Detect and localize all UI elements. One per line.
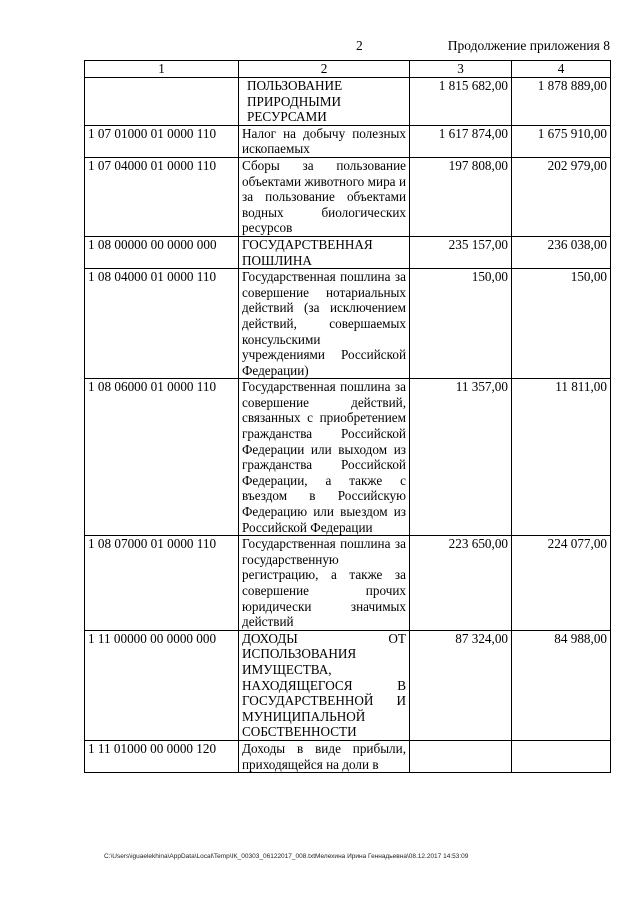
column-header: 4 bbox=[512, 61, 611, 78]
budget-table bbox=[84, 60, 611, 773]
row-code: 1 11 00000 00 0000 000 bbox=[85, 630, 239, 740]
page-header bbox=[0, 38, 640, 58]
column-header: 1 bbox=[85, 61, 239, 78]
row-value-col4: 202 979,00 bbox=[512, 157, 611, 236]
row-code: 1 08 06000 01 0000 110 bbox=[85, 379, 239, 536]
table-row bbox=[85, 740, 611, 772]
row-name: Сборы за пользование объектами животного мира и за пользование объектами водных биологических ресурсов bbox=[239, 157, 410, 236]
row-name: Государственная пошлина за совершение нотариальных действий (за исключением действий, совершаемых консульскими учреждениями Российской Федерации) bbox=[239, 269, 410, 379]
row-value-col3: 87 324,00 bbox=[410, 630, 512, 740]
row-value-col3: 223 650,00 bbox=[410, 536, 512, 631]
row-name: ПОЛЬЗОВАНИЕ ПРИРОДНЫМИ РЕСУРСАМИ bbox=[239, 78, 410, 126]
row-value-col3: 197 808,00 bbox=[410, 157, 512, 236]
row-value-col4: 1 878 889,00 bbox=[512, 78, 611, 126]
row-value-col3: 150,00 bbox=[410, 269, 512, 379]
row-code: 1 08 00000 00 0000 000 bbox=[85, 236, 239, 268]
row-value-col3: 11 357,00 bbox=[410, 379, 512, 536]
row-value-col4: 224 077,00 bbox=[512, 536, 611, 631]
row-name: Налог на добычу полезных ископаемых bbox=[239, 125, 410, 157]
row-name: ДОХОДЫ ОТ ИСПОЛЬЗОВАНИЯ ИМУЩЕСТВА, НАХОДЯЩЕГОСЯ В ГОСУДАРСТВЕННОЙ И МУНИЦИПАЛЬНОЙ СОБСТВЕННОСТИ bbox=[239, 630, 410, 740]
table-header-row bbox=[85, 61, 611, 78]
row-value-col4: 11 811,00 bbox=[512, 379, 611, 536]
row-value-col4: 1 675 910,00 bbox=[512, 125, 611, 157]
page-number: 2 bbox=[356, 38, 363, 53]
table-row bbox=[85, 269, 611, 379]
continuation-label: Продолжение приложения 8 bbox=[447, 38, 610, 53]
column-header: 2 bbox=[239, 61, 410, 78]
table-row bbox=[85, 536, 611, 631]
table-row bbox=[85, 236, 611, 268]
row-name: ГОСУДАРСТВЕННАЯ ПОШЛИНА bbox=[239, 236, 410, 268]
table-row bbox=[85, 379, 611, 536]
row-code: 1 08 07000 01 0000 110 bbox=[85, 536, 239, 631]
row-name: Доходы в виде прибыли, приходящейся на доли в bbox=[239, 740, 410, 772]
table-row bbox=[85, 125, 611, 157]
row-value-col4: 150,00 bbox=[512, 269, 611, 379]
row-value-col4: 84 988,00 bbox=[512, 630, 611, 740]
column-header: 3 bbox=[410, 61, 512, 78]
row-name: Государственная пошлина за государственную регистрацию, а также за совершение прочих юридически значимых действий bbox=[239, 536, 410, 631]
table-row bbox=[85, 630, 611, 740]
row-value-col3 bbox=[410, 740, 512, 772]
table-row bbox=[85, 157, 611, 236]
row-value-col3: 1 815 682,00 bbox=[410, 78, 512, 126]
row-value-col3: 1 617 874,00 bbox=[410, 125, 512, 157]
table-row bbox=[85, 78, 611, 126]
row-code: 1 11 01000 00 0000 120 bbox=[85, 740, 239, 772]
row-name: Государственная пошлина за совершение действий, связанных с приобретением гражданства Российской Федерации или выходом из гражданства Российской Федерации, а также с въездом в Российскую Федерацию или выездом из Российской Федерации bbox=[239, 379, 410, 536]
file-path-footer: C:\Users\iguaelekhina\AppData\Local\Temp\IK_00303_06122017_008.txtМелехина Ирина Геннадьевна\08.12.2017 14:53:09 bbox=[104, 853, 469, 860]
row-code: 1 07 04000 01 0000 110 bbox=[85, 157, 239, 236]
row-value-col3: 235 157,00 bbox=[410, 236, 512, 268]
row-code bbox=[85, 78, 239, 126]
row-value-col4 bbox=[512, 740, 611, 772]
row-value-col4: 236 038,00 bbox=[512, 236, 611, 268]
row-code: 1 07 01000 01 0000 110 bbox=[85, 125, 239, 157]
row-code: 1 08 04000 01 0000 110 bbox=[85, 269, 239, 379]
